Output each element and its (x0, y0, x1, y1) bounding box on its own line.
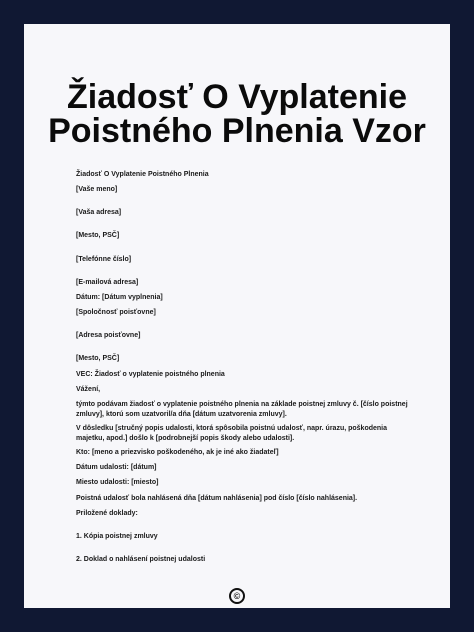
insurer-company: [Spoločnosť poisťovne] (76, 309, 156, 316)
who-line: Kto: [meno a priezvisko poškodeného, ak je iné ako žiadateľ] (76, 449, 279, 456)
document-page (24, 24, 450, 608)
event-date-line: Dátum udalosti: [dátum] (76, 464, 157, 471)
title-line-2: Poistného Plnenia Vzor (48, 112, 426, 150)
attachment-item-2: 2. Doklad o nahlásení poistnej udalosti (76, 556, 206, 563)
insurer-city: [Mesto, PSČ] (76, 355, 120, 362)
document-title (24, 80, 450, 148)
title-line-1: Žiadosť O Vyplatenie (67, 78, 407, 116)
attachment-item-1: 1. Kópia poistnej zmluvy (76, 533, 158, 540)
insurer-address: [Adresa poisťovne] (76, 332, 141, 339)
sender-email: [E-mailová adresa] (76, 279, 139, 286)
sender-name: [Vaše meno] (76, 186, 118, 193)
event-place-line: Miesto udalosti: [miesto] (76, 479, 159, 486)
paragraph-request: týmto podávam žiadosť o vyplatenie poistného plnenia na základe poistnej zmluvy č. [číslo poistnej zmluvy], ktorú som uzatvoril/a dňa [dátum uzatvorenia zmluvy]. (76, 401, 408, 418)
doc-heading: Žiadosť O Vyplatenie Poistného Plnenia (76, 171, 209, 178)
attachments-heading: Priložené doklady: (76, 510, 138, 517)
subject-line: VEC: Žiadosť o vyplatenie poistného plnenia (76, 371, 225, 378)
report-line: Poistná udalosť bola nahlásená dňa [dátum nahlásenia] pod číslo [číslo nahlásenia]. (76, 495, 358, 502)
paragraph-event: V dôsledku [stručný popis udalosti, ktorá spôsobila poistnú udalosť, napr. úrazu, poškodenia majetku, apod.] došlo k [podrobnejší popis škody alebo udalosti]. (76, 425, 388, 442)
sender-phone: [Telefónne číslo] (76, 256, 132, 263)
salutation: Vážení, (76, 386, 101, 393)
sender-city: [Mesto, PSČ] (76, 232, 120, 239)
copyright-icon: © (229, 588, 245, 604)
sender-address: [Vaša adresa] (76, 209, 122, 216)
date-line: Dátum: [Dátum vyplnenia] (76, 294, 163, 301)
